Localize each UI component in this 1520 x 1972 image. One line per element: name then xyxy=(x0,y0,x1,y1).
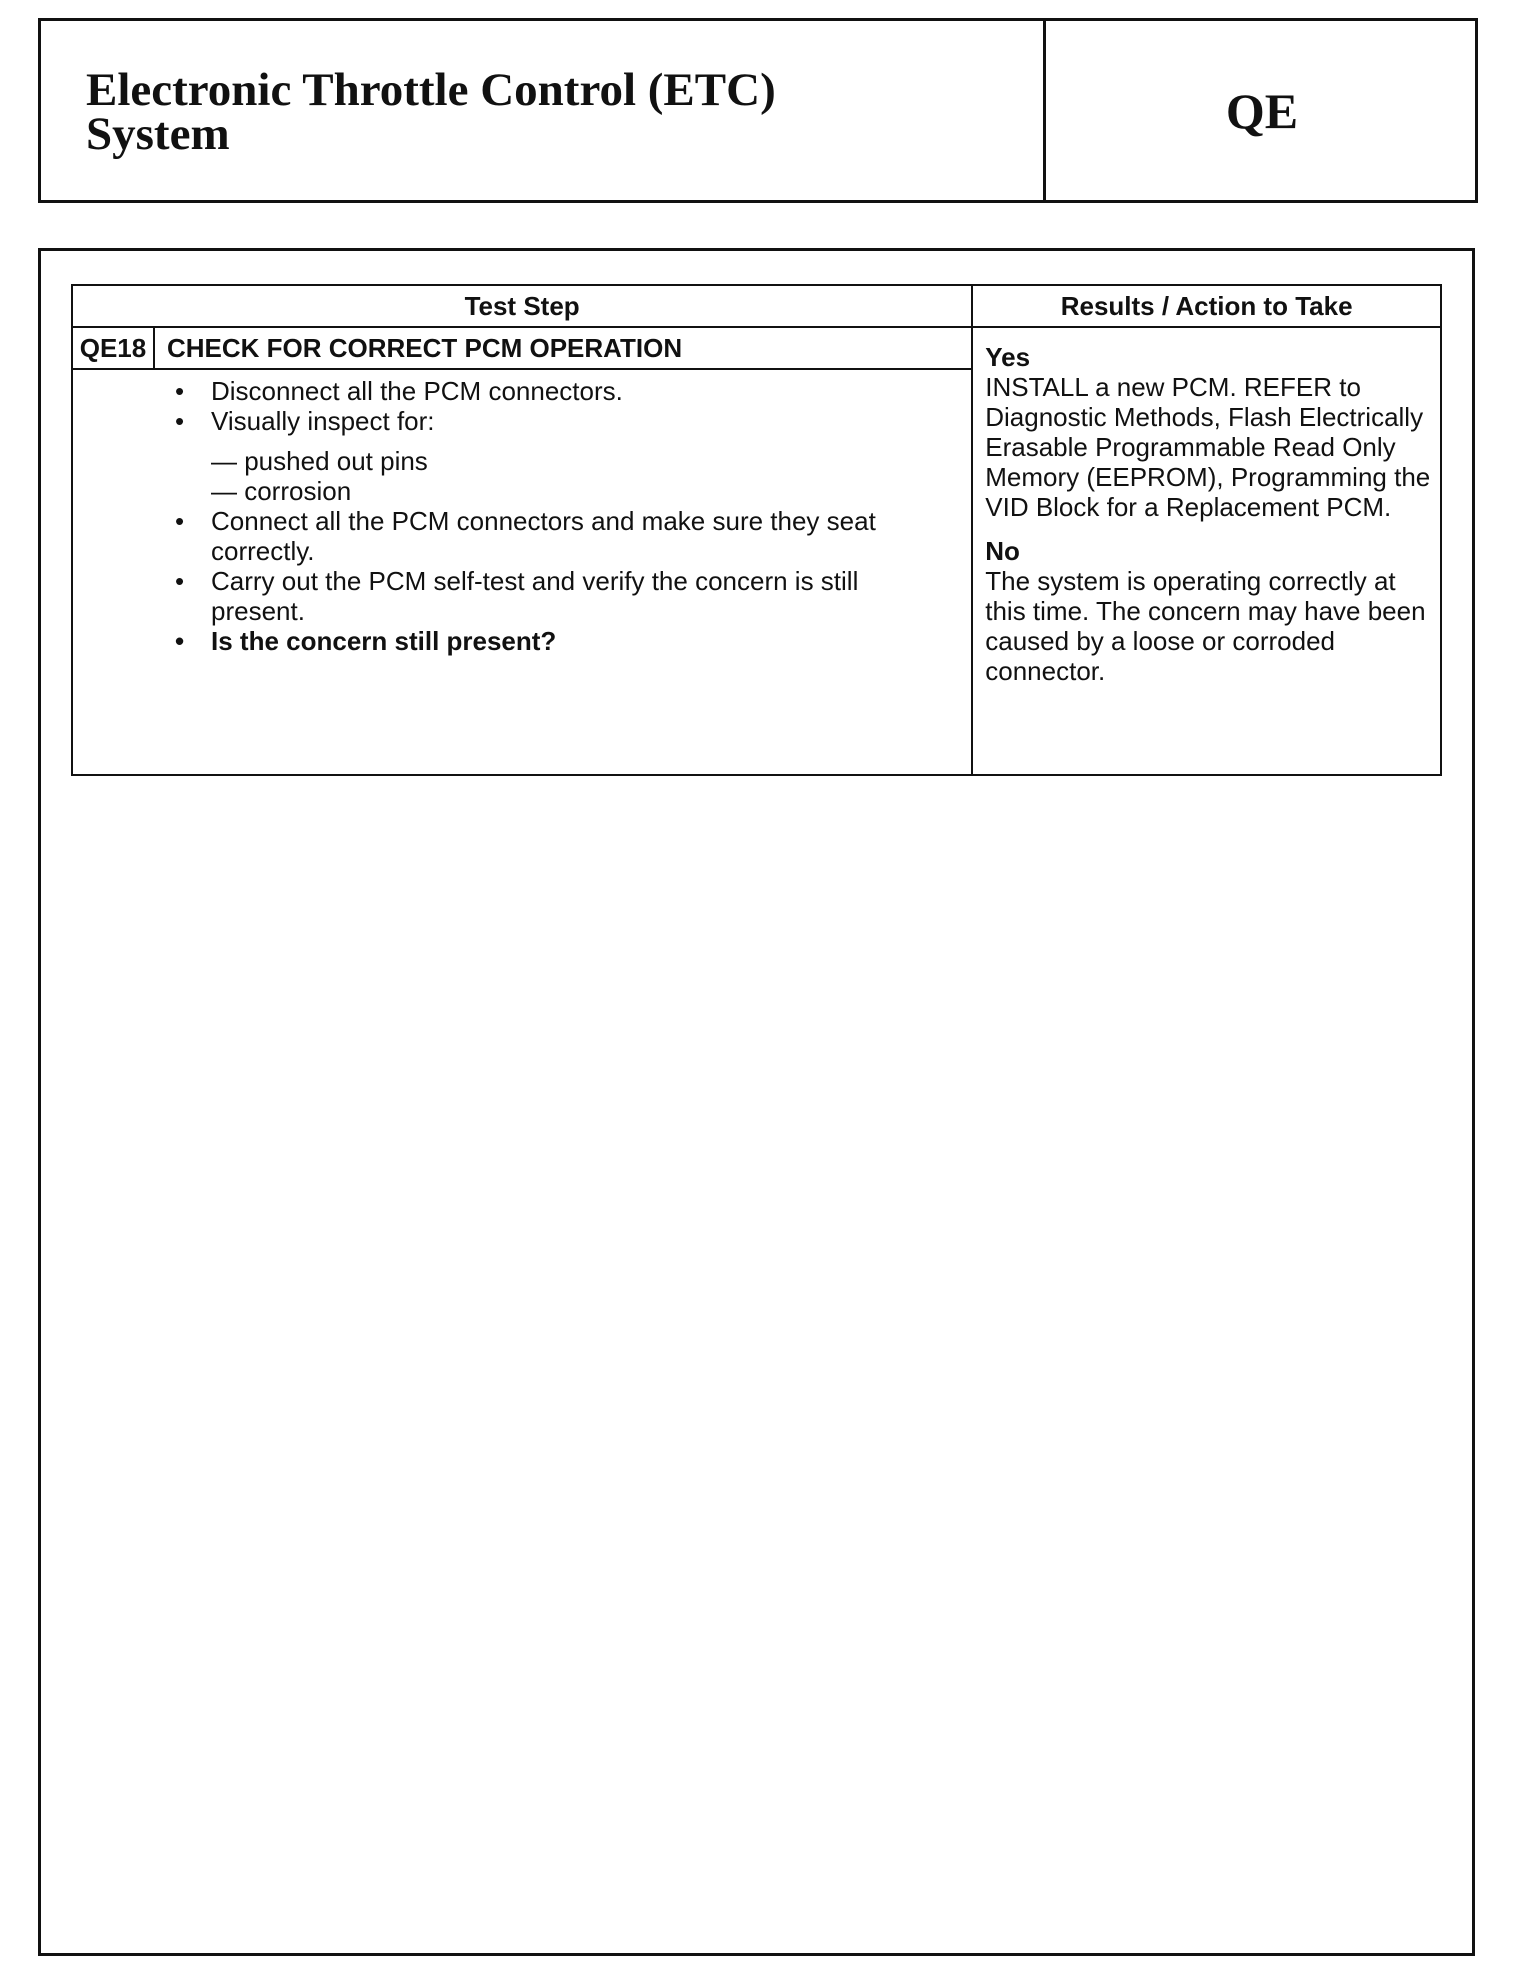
list-item xyxy=(169,566,951,626)
list-item xyxy=(169,626,951,656)
bullet-icon: • xyxy=(175,626,185,656)
section-code: QE xyxy=(1225,82,1299,139)
list-item xyxy=(169,376,951,406)
bullet-icon: • xyxy=(175,376,185,406)
column-header-results: Results / Action to Take xyxy=(972,285,1441,327)
bullet-icon: • xyxy=(175,506,185,536)
instruction-question: Is the concern still present? xyxy=(211,626,557,656)
bullet-icon: • xyxy=(175,566,185,596)
bullet-icon: • xyxy=(175,406,185,436)
sub-list-item: — pushed out pins xyxy=(211,446,428,476)
column-header-test-step: Test Step xyxy=(72,285,972,327)
instruction-text: Connect all the PCM connectors and make sure they seat correctly. xyxy=(211,506,876,566)
page-title xyxy=(86,64,986,160)
step-title-row xyxy=(72,327,1441,369)
instruction-text: Carry out the PCM self-test and verify the concern is still present. xyxy=(211,566,859,626)
list-item xyxy=(169,506,951,566)
sub-list-item: — corrosion xyxy=(211,476,352,506)
results-cell xyxy=(972,327,1441,775)
inspection-sublist xyxy=(211,446,951,506)
instruction-list xyxy=(169,376,951,656)
step-title: CHECK FOR CORRECT PCM OPERATION xyxy=(154,327,972,369)
title-line-1: Electronic Throttle Control (ETC) xyxy=(86,64,776,116)
instruction-text: Disconnect all the PCM connectors. xyxy=(211,376,623,406)
result-yes-text: INSTALL a new PCM. REFER to Diagnostic Methods, Flash Electrically Erasable Programmable Read Only Memory (EEPROM), Programming the VID Block for a Replacement PCM. xyxy=(985,372,1431,522)
instructions-cell xyxy=(72,369,972,775)
step-id: QE18 xyxy=(72,327,154,369)
result-no-text: The system is operating correctly at this time. The concern may have been caused by a loose or corroded connector. xyxy=(985,566,1426,686)
instruction-text: Visually inspect for: xyxy=(211,406,435,436)
table-header-row xyxy=(72,285,1441,327)
list-item xyxy=(169,406,951,506)
test-step-table xyxy=(71,284,1442,776)
result-yes-label: Yes xyxy=(985,342,1031,372)
title-line-2: System xyxy=(86,108,230,160)
result-no-label: No xyxy=(985,536,1020,566)
